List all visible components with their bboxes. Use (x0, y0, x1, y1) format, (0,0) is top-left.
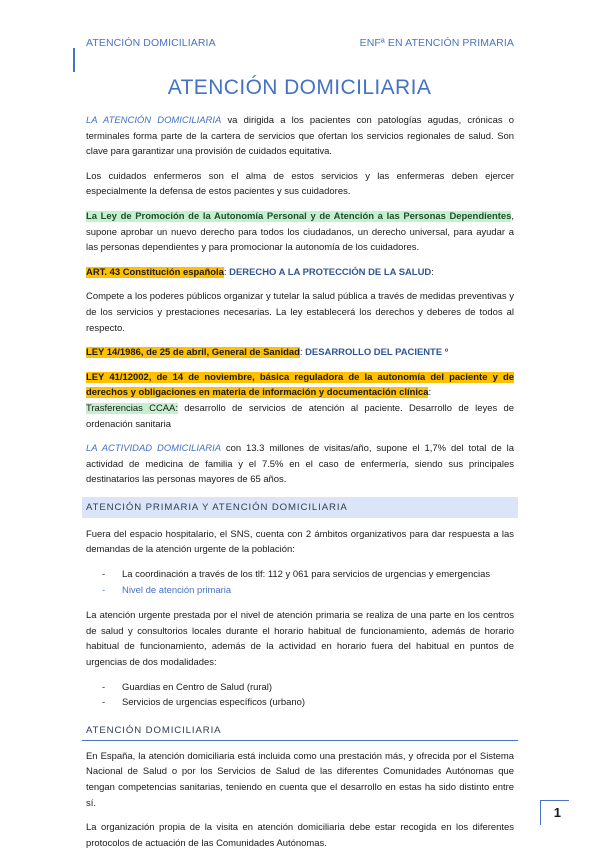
list-item: - Servicios de urgencias específicos (urbano) (102, 695, 514, 711)
header-left: ATENCIÓN DOMICILIARIA (86, 37, 216, 49)
actividad-text: con 13.3 millones de visitas/año, supone el 1,7% del total de la actividad de medicina de familia y el 7.5% en el caso de enfermería, siendo sus principales destinatarios las personas mayores de 65 años. (86, 443, 515, 486)
paragraph-section1-body: La atención urgente prestada por el nivel de atención primaria se realiza de una parte en los centros de salud y consultorios locales durante el horario habitual de funcionamiento, además de horario habitual de funcionamiento, además de la actividad en horario fuera del habitual en puntos de urgencias de dos modalidades: (86, 610, 514, 669)
header-right: ENFª EN ATENCIÓN PRIMARIA (359, 37, 514, 49)
paragraph-section1-intro: Fuera del espacio hospitalario, el SNS, cuenta con 2 ámbitos organizativos para dar respuesta a las demandas de la atención urgente de la población: (86, 528, 514, 556)
art43-end: : (431, 266, 434, 278)
section-heading-primaria: ATENCIÓN PRIMARIA Y ATENCIÓN DOMICILIARIA (82, 497, 518, 518)
art43-highlight: ART. 43 Constitución española (86, 266, 224, 278)
paragraph-actividad (86, 441, 514, 488)
paragraph-compete: Compete a los poderes públicos organizar y tutelar la salud pública a través de medidas preventivas y de los servicios y prestaciones necesarias. La ley establecerá los derechos y deberes de todos al respecto. (86, 291, 514, 334)
art43-title: DERECHO A LA PROTECCIÓN DE LA SALUD (229, 266, 432, 278)
paragraph-art43 (86, 265, 514, 281)
paragraph-intro (86, 113, 514, 160)
list-item: - La coordinación a través de los tlf: 112 y 061 para servicios de urgencias y emergencias (102, 567, 514, 583)
page-title: ATENCIÓN DOMICILIARIA (167, 76, 432, 99)
ley-dependencia-text: , supone aprobar un nuevo derecho para todos los ciudadanos, un derecho universal, para ayudar a las personas dependientes y para promocionar la autonomía de los cuidadores. (86, 210, 514, 254)
section-heading-domiciliaria: ATENCIÓN DOMICILIARIA (82, 725, 518, 741)
list-modalidades (102, 680, 514, 711)
actividad-lead: LA ACTIVIDAD DOMICILIARIA (86, 443, 221, 455)
document-body (86, 113, 514, 860)
transferencias-highlight: Trasferencias CCAA: (86, 402, 178, 414)
art43-separator: : (223, 266, 230, 278)
paragraph-cuidados: Los cuidados enfermeros son el alma de estos servicios y las enfermeras deben ejercer especialmente la defensa de estos pacientes y sus cuidadores. (86, 170, 514, 198)
ley-14-1986-separator: : (299, 347, 306, 359)
paragraph-ley-dependencia (86, 209, 514, 256)
ley-dependencia-highlight: La Ley de Promoción de la Autonomía Personal y de Atención a las Personas Dependientes (86, 210, 512, 222)
header-accent-bar (73, 48, 75, 72)
paragraph-ley-14-1986 (86, 345, 514, 361)
list-item: - Nivel de atención primaria (102, 583, 514, 599)
intro-text: va dirigida a los pacientes con patologías agudas, crónicas o terminales forma parte de la cartera de servicios que ofertan los servicios regionales de salud. Son clave para garantizar una provisión de cuidados equitativa. (86, 115, 515, 158)
transferencias-text: desarrollo de servicios de atención al paciente. Desarrollo de leyes de ordenación sanitaria (86, 402, 514, 430)
list-item: - Guardias en Centro de Salud (rural) (102, 680, 514, 696)
paragraph-section2-2: La organización propia de la visita en atención domiciliaria debe estar recogida en los diferentes protocolos de actuación de las Comunidades Autónomas. (86, 822, 514, 849)
ley-14-1986-title: DESARROLLO DEL PACIENTE º (305, 347, 449, 359)
ley-41-2002-end: : (428, 387, 432, 399)
page-number: 1 (553, 805, 561, 820)
paragraph-ley-41-2002 (86, 370, 514, 432)
paragraph-section2-1: En España, la atención domiciliaria está incluida como una prestación más, y ofrecida por el Sistema Nacional de Salud o por los Servicios de Salud de las diferentes Comunidades Autónomas que tengan competencias sanitarias, teniendo en cuenta que el desarrollo en estas ha sido distinto entre sí. (86, 750, 514, 809)
list-ambitos (102, 567, 514, 598)
ley-14-1986-highlight: LEY 14/1986, de 25 de abril, General de Sanidad (86, 347, 300, 359)
ley-41-2002-highlight: LEY 41/12002, de 14 de noviembre, básica reguladora de la autonomía del paciente y de derechos y obligaciones en materia de información y documentación clínica (86, 371, 514, 399)
intro-lead: LA ATENCIÓN DOMICILIARIA (86, 115, 222, 126)
